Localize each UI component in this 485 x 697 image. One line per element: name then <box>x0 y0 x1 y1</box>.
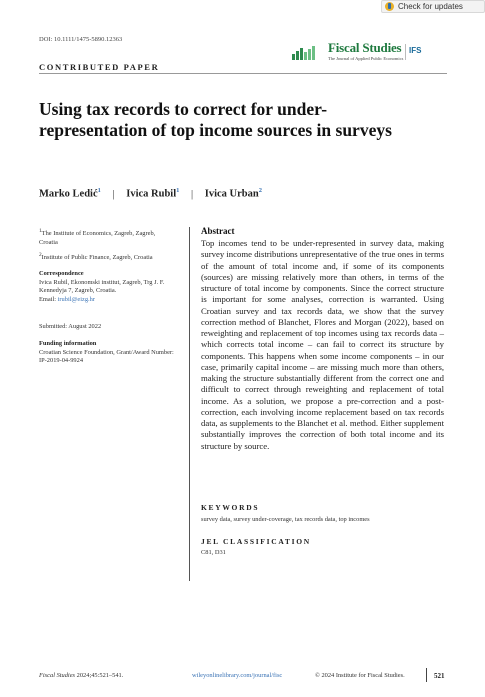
header-rule <box>39 73 447 74</box>
funding-text: Croatian Science Foundation, Grant/Award Number: IP-2019-04-9924 <box>39 348 174 365</box>
footer-citation <box>39 672 123 679</box>
author-affiliation-mark[interactable]: 1 <box>97 187 101 194</box>
correspondence-text: Ivica Rubil, Ekonomski institut, Zagreb, Trg J. F. Kennedyja 7, Zagreb, Croatia. <box>39 278 165 295</box>
footer-copyright: © 2024 Institute for Fiscal Studies. <box>315 672 405 679</box>
correspondence <box>39 270 179 304</box>
author-separator: | <box>191 188 194 200</box>
jel-heading: JEL CLASSIFICATION <box>201 537 311 546</box>
column-divider <box>189 227 190 581</box>
journal-name: Fiscal Studies <box>328 40 402 55</box>
affiliation-mark: 2 <box>39 252 42 258</box>
keywords-heading: KEYWORDS <box>201 503 260 512</box>
abstract-heading: Abstract <box>201 226 235 236</box>
jel-codes: C81, D31 <box>201 549 226 556</box>
submitted-date: Submitted: August 2022 <box>39 323 102 330</box>
affiliation-mark: 1 <box>39 228 42 234</box>
author-name[interactable]: Marko Ledić <box>39 188 98 200</box>
footer-url[interactable]: wileyonlinelibrary.com/journal/fisc <box>192 672 283 679</box>
author-separator: | <box>112 188 115 200</box>
journal-logo-icon <box>292 46 316 60</box>
correspondence-heading: Correspondence <box>39 270 84 277</box>
email-label: Email: <box>39 295 57 303</box>
author-name[interactable]: Ivica Urban <box>204 188 259 200</box>
article-title: Using tax records to correct for under-representation of top income sources in surveys <box>39 99 392 140</box>
journal-logo <box>292 40 446 64</box>
author-affiliation-mark[interactable]: 2 <box>258 187 262 194</box>
keywords-text: survey data, survey under-coverage, tax records data, top incomes <box>201 516 370 523</box>
funding-information <box>39 340 179 366</box>
logo-divider <box>405 44 406 60</box>
ifs-logo: IFS <box>409 46 422 55</box>
funding-heading: Funding information <box>39 340 97 347</box>
footer-divider <box>426 668 427 682</box>
page-number: 521 <box>434 672 445 680</box>
article-type: CONTRIBUTED PAPER <box>39 62 160 72</box>
journal-subtitle: The Journal of Applied Public Economics <box>328 56 404 61</box>
abstract-body: Top incomes tend to be under-represented in survey data, making survey income distributions unrepresentative of the true ones in terms of the amount of total income and, if some of its components (sources) are missing relatively more than others, in terms of the structure of total income by components. Since the correct structure is important for some analyses, correction is warranted. Using Croatian survey and tax records data, we show that the survey correction method of Blanchet, Flores and Morgan (2022), based on reweighting and replacement of top incomes using tax records data – which corrects total income – can fail to correct its structure by components. This happens when some income components – in our case, primarily capital income – are missing much more than others, making the structure substantially different from the correct one and difficult to correct through reweighting and replacement of total income. As a solution, we propose a pre-correction and a post-correction, each involving income replacement based on tax records data, as supplements to the Blanchet et al. method. Either supplement substantially improves the correction of both total income and its structure by source. <box>201 238 444 451</box>
check-for-updates-button[interactable] <box>381 0 485 13</box>
author-affiliation-mark[interactable]: 1 <box>176 187 180 194</box>
affiliation-2 <box>39 251 174 263</box>
author-name[interactable]: Ivica Rubil <box>126 188 177 200</box>
check-for-updates-label: Check for updates <box>398 2 463 11</box>
author-list <box>39 187 262 200</box>
crossmark-icon <box>385 2 394 11</box>
doi[interactable]: DOI: 10.1111/1475-5890.12363 <box>39 36 123 43</box>
affiliation-text: Institute of Public Finance, Zagreb, Croatia <box>41 254 153 262</box>
email-link[interactable]: irubil@eizg.hr <box>57 295 95 303</box>
affiliation-text: The Institute of Economics, Zagreb, Zagreb, Croatia <box>39 230 156 246</box>
footer-volume: 2024;45:521–541. <box>76 672 124 679</box>
footer-journal: Fiscal Studies <box>39 672 76 679</box>
affiliation-1 <box>39 227 174 247</box>
